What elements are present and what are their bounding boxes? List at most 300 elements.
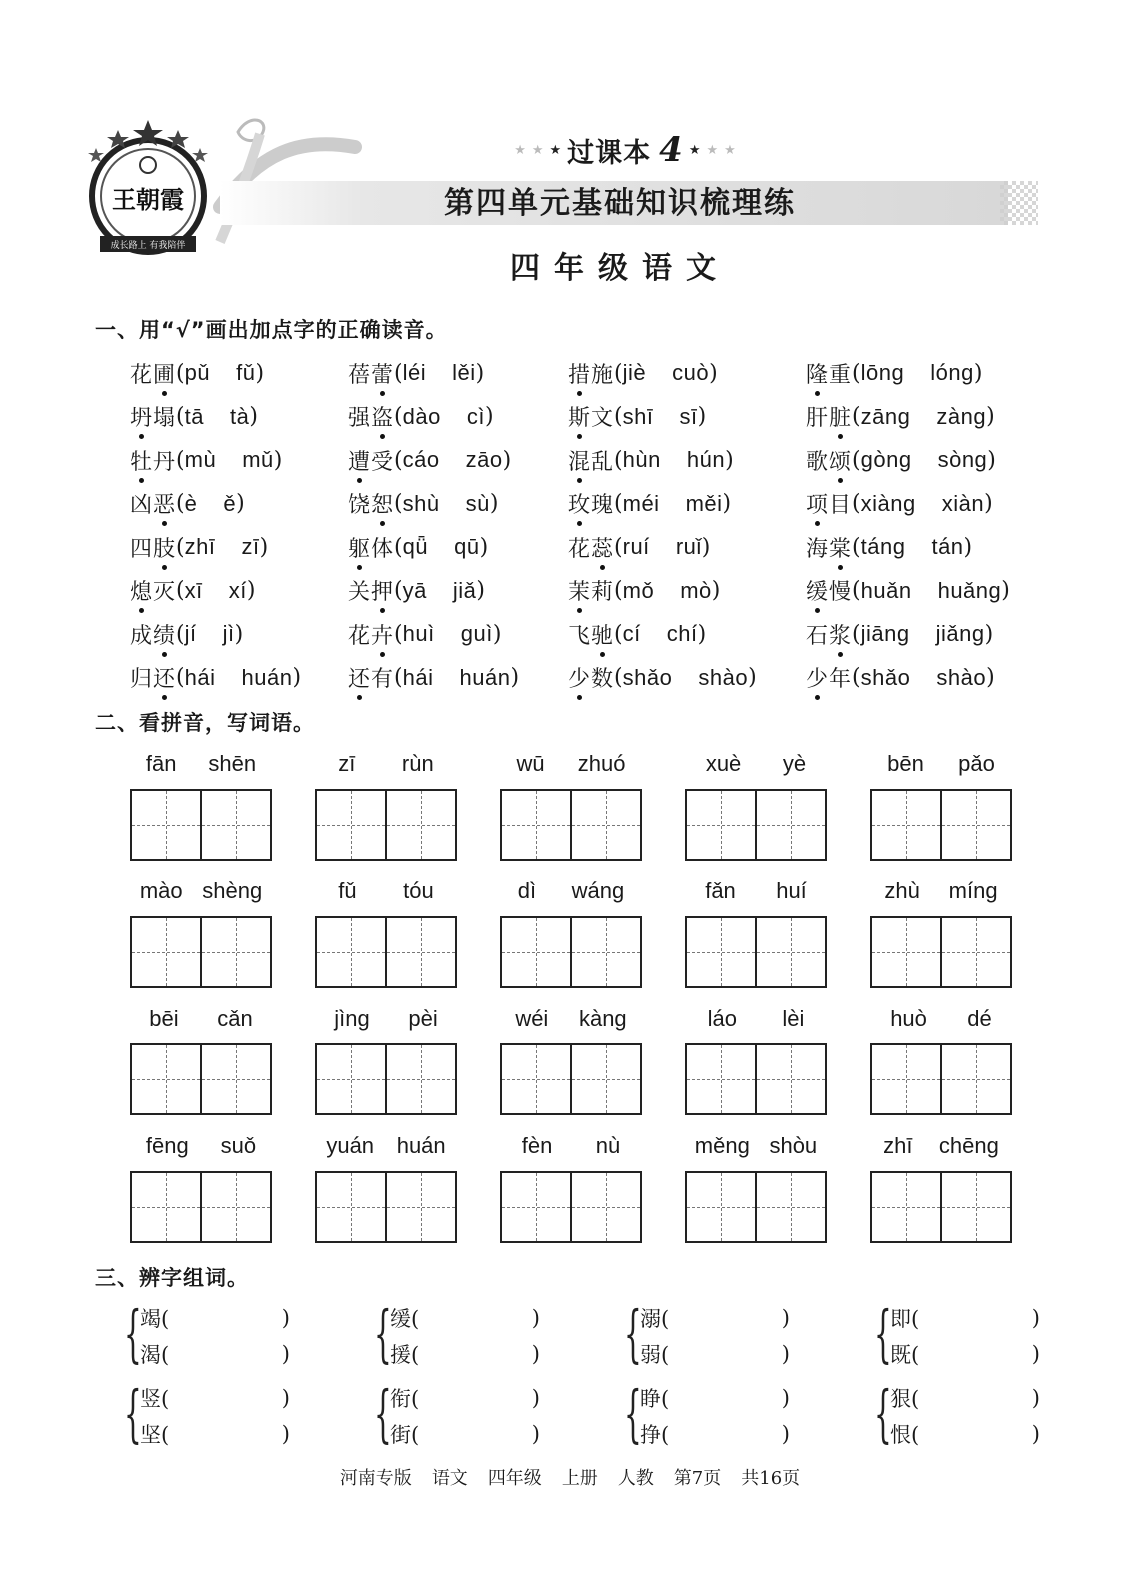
pronunciation-item (348, 488, 498, 520)
tian-cell[interactable] (385, 791, 455, 859)
pinyin-syllable: wéi (515, 1006, 549, 1031)
pinyin-option-b[interactable]: huán (459, 664, 511, 690)
pair-char: 竭 (140, 1307, 161, 1331)
word (806, 358, 852, 389)
paren-close: ) (234, 621, 244, 647)
tian-cell[interactable] (687, 791, 755, 859)
tian-cell[interactable] (317, 1173, 385, 1241)
pinyin-label (870, 1005, 1012, 1033)
word-char: 飞 (568, 623, 592, 649)
tian-cell[interactable] (570, 791, 640, 859)
word (130, 662, 176, 693)
pinyin-option-b[interactable]: chí (666, 621, 698, 646)
pinyin-option-b[interactable]: xí (228, 577, 247, 603)
pair-row[interactable] (390, 1416, 540, 1452)
pinyin-option-b[interactable]: cì (466, 403, 485, 429)
paren-close: ) (725, 447, 734, 473)
pair-char: 溺 (640, 1307, 661, 1331)
pinyin-option-a[interactable]: ruí (622, 534, 650, 559)
pinyin-option-a[interactable]: huǎn (860, 577, 912, 603)
footer-item: 上册 (561, 1468, 598, 1489)
word-char: 凶 (130, 493, 154, 518)
writing-box[interactable] (500, 916, 642, 988)
pair-row[interactable] (390, 1336, 540, 1372)
paren-open: ( (176, 578, 185, 603)
tian-cell[interactable] (385, 918, 455, 986)
paren-close: ) (531, 1386, 540, 1410)
character-pair (874, 1377, 1040, 1456)
pinyin-option-a[interactable]: cí (622, 621, 641, 646)
word (806, 662, 852, 693)
pinyin-syllable: fēng (145, 1133, 189, 1158)
word-char: 花 (130, 362, 154, 388)
pair-char: 即 (890, 1307, 911, 1331)
series-number: 4 (659, 130, 683, 170)
pinyin-option-a[interactable]: mǒ (622, 577, 655, 603)
pair-char: 街 (390, 1423, 411, 1447)
tian-cell[interactable] (132, 1045, 200, 1113)
tian-cell[interactable] (872, 1173, 940, 1241)
writing-box[interactable] (685, 1043, 827, 1115)
pinyin-option-a[interactable]: méi (622, 490, 660, 516)
pronunciation-item (806, 531, 972, 563)
pair-row[interactable] (390, 1380, 540, 1416)
dotted-char: 措 (568, 358, 591, 389)
pair-char: 坚 (140, 1423, 161, 1447)
word (568, 532, 614, 563)
dotted-char: 驰 (591, 619, 614, 650)
pinyin-option-b[interactable]: tán (931, 534, 964, 559)
pinyin-option-b[interactable]: ě (223, 490, 237, 516)
pinyin-option-b[interactable]: guì (460, 621, 493, 646)
paren-open: ( (161, 1423, 170, 1447)
pinyin-option-a[interactable]: jiè (622, 360, 647, 385)
tian-cell[interactable] (687, 1173, 755, 1241)
pinyin-syllable: fān (145, 751, 177, 776)
pinyin-option-b[interactable]: lěi (452, 360, 476, 385)
pinyin-option-a[interactable]: shù (402, 490, 440, 516)
pinyin-syllable: wū (516, 751, 545, 776)
writing-box[interactable] (685, 789, 827, 861)
pinyin-option-b[interactable]: ruǐ (675, 534, 702, 559)
pair-char: 挣 (640, 1423, 661, 1447)
pinyin-label (870, 750, 1012, 778)
pinyin-label (685, 877, 827, 905)
tian-cell[interactable] (502, 918, 570, 986)
pinyin-option-a[interactable]: pǔ (184, 360, 211, 385)
tian-cell[interactable] (872, 1045, 940, 1113)
tian-cell[interactable] (755, 1045, 825, 1113)
dotted-char: 圃 (153, 358, 176, 389)
pinyin-option-b[interactable]: sī (679, 403, 698, 429)
pinyin-syllable: chēng (938, 1133, 999, 1158)
pinyin-option-b[interactable]: zàng (936, 403, 987, 429)
pinyin-syllable: dì (517, 878, 537, 903)
paren-close: ) (1031, 1386, 1040, 1410)
writing-box[interactable] (870, 1171, 1012, 1243)
paren-open: ( (394, 447, 403, 473)
paren-close: ) (281, 1306, 290, 1330)
paren-close: ) (697, 621, 707, 647)
paren-open: ( (161, 1343, 170, 1367)
paren-close: ) (492, 621, 502, 647)
pinyin-option-a[interactable]: hùn (622, 447, 661, 472)
writing-box[interactable] (130, 916, 272, 988)
pinyin-label (315, 750, 457, 778)
pinyin-option-a[interactable]: gòng (860, 447, 912, 472)
pronunciation-item (806, 357, 982, 389)
pair-char: 睁 (640, 1387, 661, 1411)
paren-close: ) (281, 1342, 290, 1366)
tian-cell[interactable] (940, 1045, 1010, 1113)
tian-cell[interactable] (200, 1173, 270, 1241)
word-char: 乱 (591, 449, 615, 475)
pinyin-syllable: wáng (571, 878, 625, 903)
pinyin-label (870, 1132, 1012, 1160)
paren-close: ) (986, 404, 995, 429)
tian-cell[interactable] (317, 1045, 385, 1113)
pinyin-option-a[interactable]: cáo (402, 447, 440, 472)
pinyin-label (315, 1132, 457, 1160)
pinyin-option-a[interactable]: hái (184, 664, 216, 690)
word (348, 401, 394, 432)
tian-cell[interactable] (872, 918, 940, 986)
pinyin-option-a[interactable]: xī (184, 577, 203, 603)
pinyin-option-b[interactable]: tà (229, 403, 250, 429)
pinyin-option-a[interactable]: lōng (860, 360, 905, 385)
tian-cell[interactable] (940, 918, 1010, 986)
pinyin-option-b[interactable]: huǎng (937, 577, 1002, 603)
writing-box[interactable] (870, 789, 1012, 861)
pair-char: 衔 (390, 1387, 411, 1411)
word-char: 灭 (153, 580, 177, 605)
tian-cell[interactable] (132, 918, 200, 986)
dotted-char: 熄 (130, 575, 153, 606)
pronunciation-item (348, 531, 488, 563)
tian-cell[interactable] (872, 791, 940, 859)
pinyin-option-a[interactable]: hái (402, 664, 434, 690)
tian-cell[interactable] (385, 1045, 455, 1113)
word-char: 四 (130, 536, 154, 562)
pinyin-option-a[interactable]: shī (622, 403, 654, 429)
pronunciation-item (130, 575, 255, 607)
paren-close: ) (709, 360, 718, 386)
writing-box[interactable] (130, 789, 272, 861)
writing-box[interactable] (500, 1171, 642, 1243)
dotted-char: 躯 (348, 532, 371, 563)
pinyin-option-b[interactable]: jiǎ (452, 577, 477, 603)
writing-box[interactable] (685, 1171, 827, 1243)
brace: { (374, 1377, 392, 1450)
pinyin-option-b[interactable]: fǔ (236, 360, 256, 385)
tian-cell[interactable] (687, 918, 755, 986)
pronunciation-item (806, 662, 995, 694)
paren-open: ( (661, 1423, 670, 1447)
pinyin-syllable: měng (694, 1133, 750, 1158)
paren-open: ( (852, 621, 861, 647)
tian-cell[interactable] (687, 1045, 755, 1113)
paren-close: ) (475, 360, 485, 386)
pinyin-option-a[interactable]: jiāng (860, 621, 910, 646)
word-char: 成 (130, 623, 154, 649)
paren-close: ) (489, 491, 499, 516)
pinyin-option-a[interactable]: shǎo (622, 664, 673, 690)
tian-cell[interactable] (755, 791, 825, 859)
pair-row[interactable] (890, 1416, 1040, 1452)
pronunciation-item (568, 488, 731, 520)
star-icon: ★ (514, 142, 526, 158)
tian-cell[interactable] (755, 1173, 825, 1241)
pinyin-option-b[interactable]: sòng (937, 447, 988, 472)
word-char: 体 (371, 536, 395, 562)
series-label (500, 130, 750, 170)
pinyin-option-a[interactable]: qǖ (402, 534, 429, 559)
brace: { (124, 1377, 142, 1450)
pinyin-option-a[interactable]: dào (402, 403, 441, 429)
brace: { (624, 1297, 642, 1370)
word-char: 莉 (591, 580, 615, 605)
tian-cell[interactable] (570, 918, 640, 986)
tian-cell[interactable] (755, 918, 825, 986)
paren-close: ) (781, 1386, 790, 1410)
word (130, 445, 176, 476)
tian-cell[interactable] (385, 1173, 455, 1241)
pinyin-option-b[interactable]: shào (936, 664, 987, 690)
pinyin-option-b[interactable]: jì (222, 621, 235, 646)
pronunciation-item (806, 444, 996, 476)
tian-cell[interactable] (200, 918, 270, 986)
pinyin-option-a[interactable]: xiàng (860, 490, 916, 516)
word-char: 年 (829, 667, 853, 692)
writing-box[interactable] (315, 1171, 457, 1243)
pinyin-label (500, 750, 642, 778)
pinyin-syllable: zhuó (577, 751, 626, 776)
tian-cell[interactable] (317, 918, 385, 986)
paren-open: ( (176, 621, 185, 647)
word (806, 619, 852, 650)
paren-open: ( (411, 1423, 420, 1447)
pronunciation-item (348, 575, 485, 607)
brace: { (374, 1297, 392, 1370)
paren-close: ) (748, 665, 757, 690)
pinyin-option-b[interactable]: jiǎng (935, 621, 985, 646)
pinyin-label (130, 1005, 272, 1033)
pinyin-option-a[interactable]: táng (860, 534, 906, 559)
paren-open: ( (394, 621, 403, 647)
paren-close: ) (531, 1306, 540, 1330)
char-with-paren (890, 1303, 919, 1333)
pinyin-option-b[interactable]: zāo (465, 447, 503, 472)
tian-cell[interactable] (200, 1045, 270, 1113)
pinyin-option-a[interactable]: huì (402, 621, 435, 646)
writing-box[interactable] (315, 916, 457, 988)
pinyin-option-a[interactable]: yā (402, 577, 427, 603)
paren-open: ( (911, 1423, 920, 1447)
word (806, 575, 852, 606)
tian-cell[interactable] (317, 791, 385, 859)
char-with-paren (140, 1303, 169, 1333)
pronunciation-item (568, 401, 706, 433)
pinyin-label (500, 1005, 642, 1033)
tian-cell[interactable] (502, 1045, 570, 1113)
pinyin-option-a[interactable]: léi (402, 360, 427, 385)
paren-open: ( (614, 404, 623, 429)
word (806, 445, 852, 476)
pronunciation-item (568, 357, 718, 389)
word-char: 肝 (806, 406, 830, 431)
pair-row[interactable] (640, 1380, 790, 1416)
dotted-char: 少 (568, 662, 591, 693)
pinyin-option-b[interactable]: mò (680, 577, 712, 603)
dotted-char: 隆 (806, 358, 829, 389)
writing-box[interactable] (500, 1043, 642, 1115)
pinyin-option-b[interactable]: zī (241, 534, 260, 559)
paren-open: ( (614, 447, 623, 473)
pinyin-label (315, 877, 457, 905)
pronunciation-item (568, 444, 734, 476)
writing-box[interactable] (315, 1043, 457, 1115)
paren-close: ) (292, 665, 302, 690)
word (806, 532, 852, 563)
dotted-char: 脏 (829, 401, 852, 432)
tian-cell[interactable] (132, 1173, 200, 1241)
word (568, 401, 614, 432)
section1-heading: 一、用“√”画出加点字的正确读音。 (95, 318, 448, 342)
paren-open: ( (394, 360, 403, 386)
pinyin-option-b[interactable]: qū (454, 534, 480, 559)
pinyin-option-a[interactable]: zāng (860, 403, 911, 429)
pair-row[interactable] (890, 1380, 1040, 1416)
paren-open: ( (661, 1343, 670, 1367)
paren-close: ) (711, 578, 721, 603)
writing-box[interactable] (130, 1171, 272, 1243)
pinyin-syllable: lèi (782, 1006, 805, 1031)
pair-row[interactable] (140, 1300, 290, 1336)
word-char: 慢 (829, 580, 853, 605)
pinyin-label (870, 877, 1012, 905)
dotted-char: 蕊 (591, 532, 614, 563)
pinyin-syllable: huí (776, 878, 807, 903)
char-with-paren (640, 1383, 669, 1413)
paren-close: ) (246, 578, 256, 603)
pinyin-syllable: míng (948, 878, 998, 903)
word (568, 619, 614, 650)
tian-cell[interactable] (132, 791, 200, 859)
tian-cell[interactable] (940, 1173, 1010, 1241)
pair-row[interactable] (140, 1380, 290, 1416)
pinyin-option-b[interactable]: huán (241, 664, 293, 690)
pinyin-syllable: rùn (401, 751, 434, 776)
pronunciation-item (806, 575, 1010, 607)
paren-open: ( (394, 665, 403, 690)
star-icon: ★ (549, 142, 562, 158)
pinyin-syllable: kàng (578, 1006, 627, 1031)
tian-cell[interactable] (940, 791, 1010, 859)
writing-box[interactable] (130, 1043, 272, 1115)
dotted-char: 颂 (829, 445, 852, 476)
pinyin-option-b[interactable]: sù (465, 490, 490, 516)
tian-cell[interactable] (200, 791, 270, 859)
pinyin-option-b[interactable]: cuò (672, 360, 710, 385)
paren-close: ) (281, 1386, 290, 1410)
paren-close: ) (697, 404, 707, 429)
pinyin-syllable: shòu (769, 1133, 818, 1158)
pronunciation-item (348, 357, 484, 389)
pinyin-option-a[interactable]: zhī (184, 534, 216, 559)
pinyin-option-b[interactable]: lóng (930, 360, 974, 385)
pinyin-label (500, 877, 642, 905)
pinyin-option-a[interactable]: jí (184, 621, 197, 646)
pair-row[interactable] (890, 1300, 1040, 1336)
pinyin-label (130, 877, 272, 905)
pair-char: 渴 (140, 1343, 161, 1367)
paren-open: ( (852, 404, 861, 429)
dotted-char: 斯 (568, 401, 591, 432)
pronunciation-item (568, 531, 710, 563)
pair-row[interactable] (140, 1416, 290, 1452)
pinyin-option-a[interactable]: è (184, 490, 198, 516)
pair-row[interactable] (390, 1300, 540, 1336)
pinyin-option-b[interactable]: xiàn (941, 490, 985, 516)
pair-row[interactable] (140, 1336, 290, 1372)
pronunciation-item (806, 401, 995, 433)
tian-cell[interactable] (502, 1173, 570, 1241)
paren-close: ) (781, 1422, 790, 1446)
pronunciation-item (130, 662, 301, 694)
word (130, 575, 176, 606)
pinyin-option-a[interactable]: mù (184, 447, 217, 472)
paren-open: ( (176, 534, 185, 560)
tian-cell[interactable] (570, 1045, 640, 1113)
pair-row[interactable] (640, 1336, 790, 1372)
pinyin-option-a[interactable]: tā (184, 403, 204, 429)
pinyin-option-b[interactable]: měi (685, 490, 723, 516)
paren-open: ( (394, 491, 403, 516)
pinyin-syllable: nù (595, 1133, 621, 1158)
word-char: 花 (568, 536, 592, 562)
pinyin-option-b[interactable]: hún (686, 447, 726, 472)
tian-cell[interactable] (502, 791, 570, 859)
pair-row[interactable] (640, 1300, 790, 1336)
writing-box[interactable] (870, 916, 1012, 988)
char-with-paren (140, 1383, 169, 1413)
writing-box[interactable] (315, 789, 457, 861)
char-with-paren (640, 1419, 669, 1449)
pinyin-option-b[interactable]: shào (698, 664, 749, 690)
pinyin-syllable: jìng (334, 1006, 370, 1031)
writing-box[interactable] (685, 916, 827, 988)
paren-open: ( (852, 665, 861, 690)
pinyin-syllable: shēn (208, 751, 257, 776)
char-with-paren (390, 1383, 419, 1413)
pinyin-option-a[interactable]: shǎo (860, 664, 911, 690)
writing-box[interactable] (500, 789, 642, 861)
paren-open: ( (614, 578, 623, 603)
paren-close: ) (1031, 1306, 1040, 1330)
pair-row[interactable] (640, 1416, 790, 1452)
paren-open: ( (661, 1387, 670, 1411)
paren-close: ) (476, 578, 485, 603)
char-with-paren (890, 1339, 919, 1369)
pinyin-option-b[interactable]: mǔ (242, 447, 274, 472)
paren-close: ) (984, 621, 994, 647)
dotted-char: 坍 (130, 401, 153, 432)
tian-cell[interactable] (570, 1173, 640, 1241)
writing-box[interactable] (870, 1043, 1012, 1115)
pair-row[interactable] (890, 1336, 1040, 1372)
dotted-char: 肢 (153, 532, 176, 563)
pronunciation-item (348, 444, 511, 476)
